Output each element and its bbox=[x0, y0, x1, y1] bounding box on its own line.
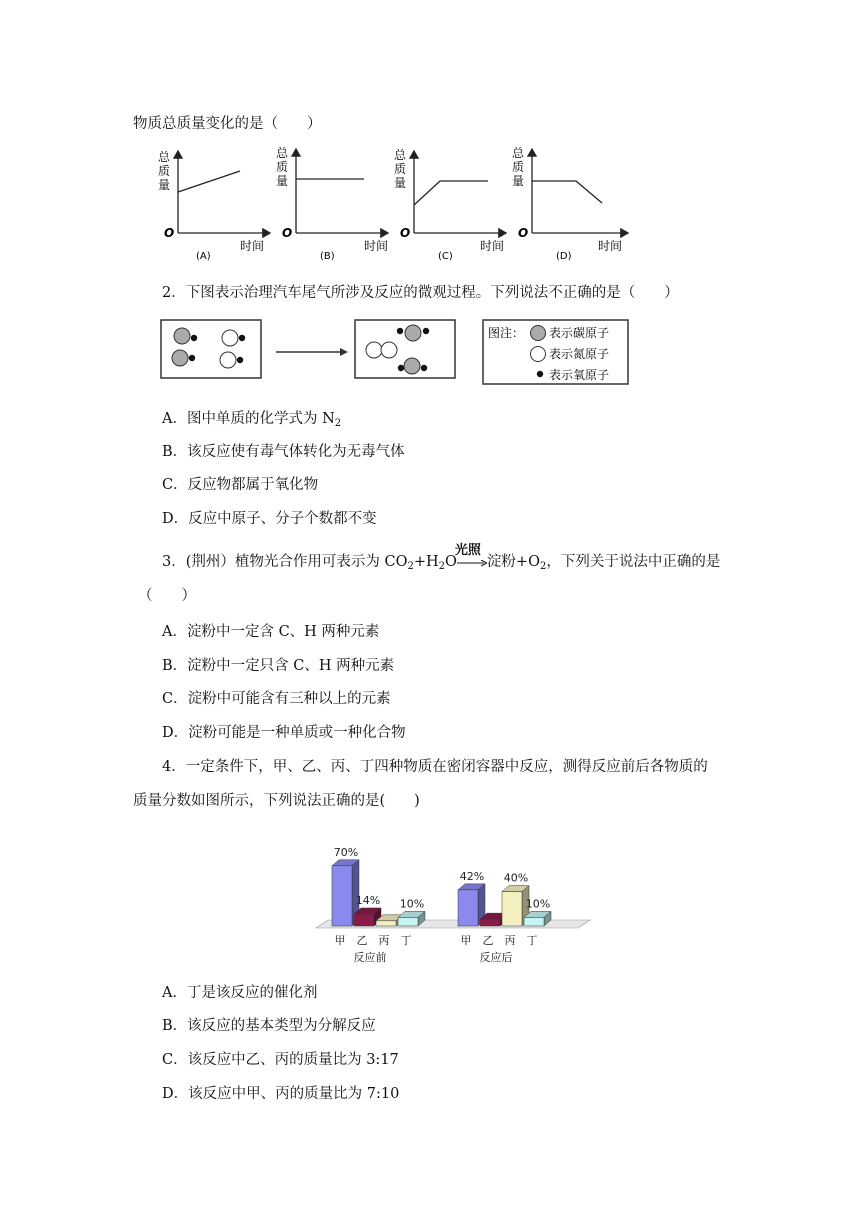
bar-series-2-1 bbox=[458, 890, 478, 926]
q4-option-b: B．该反应的基本类型为分解反应 bbox=[162, 1018, 376, 1034]
q4-bar-chart bbox=[310, 818, 600, 968]
legend-oxygen-swatch bbox=[537, 371, 543, 377]
category-label-1-2: 乙 bbox=[356, 934, 368, 947]
graph-b-ylabel-3: 量 bbox=[276, 174, 289, 188]
q3-stem bbox=[162, 543, 721, 572]
q1-stem-tail: 物质总质量变化的是（ ） bbox=[133, 116, 322, 132]
graph-d-xlabel: 时间 bbox=[598, 239, 623, 253]
graph-a-ylabel-2: 质 bbox=[158, 164, 171, 178]
category-label-2-4: 丁 bbox=[526, 934, 538, 947]
graph-b-ylabel-2: 质 bbox=[276, 160, 289, 174]
graph-d-origin: O bbox=[518, 226, 529, 240]
q3-o2-sub: 2 bbox=[539, 561, 547, 572]
graph-c-ylabel-1: 总 bbox=[394, 148, 407, 162]
data-label-series-1-2: 14% bbox=[355, 893, 381, 907]
data-label-series-2-4: 10% bbox=[525, 897, 551, 911]
no-molecule-2-nitrogen bbox=[220, 352, 236, 368]
category-label-1-4: 丁 bbox=[400, 934, 412, 947]
legend-carbon-label: 表示碳原子 bbox=[549, 326, 610, 340]
q4-option-d: D．该反应中甲、丙的质量比为 7:10 bbox=[162, 1086, 400, 1102]
q3-co2-sub: 2 bbox=[407, 561, 414, 572]
bar-series-1-3 bbox=[376, 921, 396, 926]
q1-graphs bbox=[150, 145, 640, 265]
category-label-2-2: 乙 bbox=[482, 934, 494, 947]
q3-plus-h: +H bbox=[413, 554, 439, 570]
n2-molecule-atom-2 bbox=[381, 342, 397, 358]
graph-c-ylabel-3: 量 bbox=[394, 176, 407, 190]
co-molecule-2-oxygen bbox=[189, 355, 195, 361]
bar-series-2-3 bbox=[502, 892, 522, 926]
legend-carbon-swatch bbox=[531, 326, 546, 341]
legend-oxygen-label: 表示氧原子 bbox=[549, 368, 610, 382]
no-molecule-1-nitrogen bbox=[222, 330, 238, 346]
no-molecule-2-oxygen bbox=[237, 357, 243, 363]
bar-series-1-1 bbox=[332, 866, 352, 926]
q2-option-a-text: A．图中单质的化学式为 N bbox=[162, 411, 335, 427]
q3-option-c: C．淀粉中可能含有三种以上的元素 bbox=[162, 691, 391, 707]
data-label-series-2-3: 40% bbox=[503, 871, 529, 885]
graph-c bbox=[394, 148, 506, 262]
graph-d-ylabel-3: 量 bbox=[512, 174, 525, 188]
q3-o: O bbox=[445, 554, 457, 570]
co-molecule-1-carbon bbox=[174, 328, 190, 344]
co2-molecule-1-carbon bbox=[405, 325, 421, 341]
q2-option-d: D．反应中原子、分子个数都不变 bbox=[162, 511, 377, 527]
graph-a-caption: (A) bbox=[196, 251, 211, 262]
reaction-arrowhead bbox=[340, 348, 348, 356]
data-label-series-1-4: 10% bbox=[399, 897, 425, 911]
q3-paren: （ ） bbox=[138, 588, 196, 604]
q4-stem-line2: 质量分数如图所示，下列说法正确的是( ) bbox=[133, 793, 420, 809]
no-molecule-1-oxygen bbox=[239, 335, 245, 341]
graph-d-ylabel-1: 总 bbox=[512, 146, 525, 160]
bar-series-2-2 bbox=[480, 919, 500, 926]
graph-b-origin: O bbox=[282, 226, 293, 240]
legend-nitrogen-label: 表示氮原子 bbox=[549, 347, 610, 361]
graph-b-ylabel-1: 总 bbox=[276, 146, 289, 160]
co2-molecule-2-oxygen-2 bbox=[421, 365, 427, 371]
graph-b bbox=[276, 146, 388, 262]
graph-a-xlabel: 时间 bbox=[240, 239, 265, 253]
data-label-series-1-1: 70% bbox=[333, 845, 359, 859]
legend-nitrogen-swatch bbox=[531, 347, 546, 362]
graph-a-ylabel-1: 总 bbox=[158, 150, 171, 164]
q3-condition-arrow bbox=[454, 543, 487, 566]
q2-option-c: C．反应物都属于氧化物 bbox=[162, 477, 319, 493]
q3-product: 淀粉+O bbox=[486, 554, 540, 570]
q3-option-b: B．淀粉中一定只含 C、H 两种元素 bbox=[162, 658, 395, 674]
category-label-2-1: 甲 bbox=[460, 934, 472, 947]
graph-c-xlabel: 时间 bbox=[480, 239, 505, 253]
bar-series-2-4 bbox=[524, 917, 544, 926]
data-label-series-2-1: 42% bbox=[459, 869, 485, 883]
graph-d bbox=[512, 146, 628, 262]
co2-molecule-2-carbon bbox=[404, 358, 420, 374]
q3-h2o-sub: 2 bbox=[438, 561, 446, 572]
bar-series-1-4 bbox=[398, 917, 418, 926]
n2-molecule-atom-1 bbox=[366, 342, 382, 358]
graph-d-ylabel-2: 质 bbox=[512, 160, 525, 174]
q2-option-b: B．该反应使有毒气体转化为无毒气体 bbox=[162, 444, 405, 460]
co2-molecule-1-oxygen-2 bbox=[423, 328, 429, 334]
q3-stem-prefix: 3．(荆州）植物光合作用可表示为 CO bbox=[162, 554, 408, 570]
category-label-2-3: 丙 bbox=[504, 934, 516, 947]
q2-reaction-diagram bbox=[160, 318, 630, 386]
reactant-box bbox=[161, 320, 261, 378]
bar-series-1-2 bbox=[354, 914, 374, 926]
q4-stem-line1: 4．一定条件下，甲、乙、丙、丁四种物质在密闭容器中反应，测得反应前后各物质的 bbox=[162, 759, 708, 775]
q2-option-a bbox=[162, 407, 341, 428]
q3-option-a: A．淀粉中一定含 C、H 两种元素 bbox=[162, 624, 380, 640]
legend-title: 图注： bbox=[488, 326, 525, 340]
q3-option-d: D．淀粉可能是一种单质或一种化合物 bbox=[162, 725, 406, 741]
series-label-1: 反应前 bbox=[353, 951, 387, 964]
co-molecule-1-oxygen bbox=[191, 335, 197, 341]
category-label-1-1: 甲 bbox=[334, 934, 346, 947]
graph-c-ylabel-2: 质 bbox=[394, 162, 407, 176]
co-molecule-2-carbon bbox=[172, 350, 188, 366]
graph-c-caption: (C) bbox=[438, 251, 453, 262]
graph-b-caption: (B) bbox=[320, 251, 335, 262]
q4-option-a: A．丁是该反应的催化剂 bbox=[162, 985, 318, 1001]
graph-a-origin: O bbox=[164, 226, 175, 240]
graph-d-caption: (D) bbox=[556, 251, 572, 262]
q3-stem-suffix: ，下列关于说法中正确的是 bbox=[546, 554, 721, 570]
graph-a-ylabel-3: 量 bbox=[158, 178, 171, 192]
q4-option-c: C．该反应中乙、丙的质量比为 3:17 bbox=[162, 1052, 399, 1068]
co2-molecule-2-oxygen-1 bbox=[398, 365, 404, 371]
category-label-1-3: 丙 bbox=[378, 934, 390, 947]
co2-molecule-1-oxygen-1 bbox=[397, 328, 403, 334]
q2-option-a-sub: 2 bbox=[334, 418, 342, 429]
graph-c-origin: O bbox=[400, 226, 411, 240]
series-label-2: 反应后 bbox=[479, 951, 513, 964]
q2-stem: 2．下图表示治理汽车尾气所涉及反应的微观过程。下列说法不正确的是（ ） bbox=[162, 285, 679, 301]
q3-condition-text: 光照 bbox=[454, 543, 481, 558]
graph-b-xlabel: 时间 bbox=[364, 239, 389, 253]
graph-a bbox=[158, 150, 270, 262]
